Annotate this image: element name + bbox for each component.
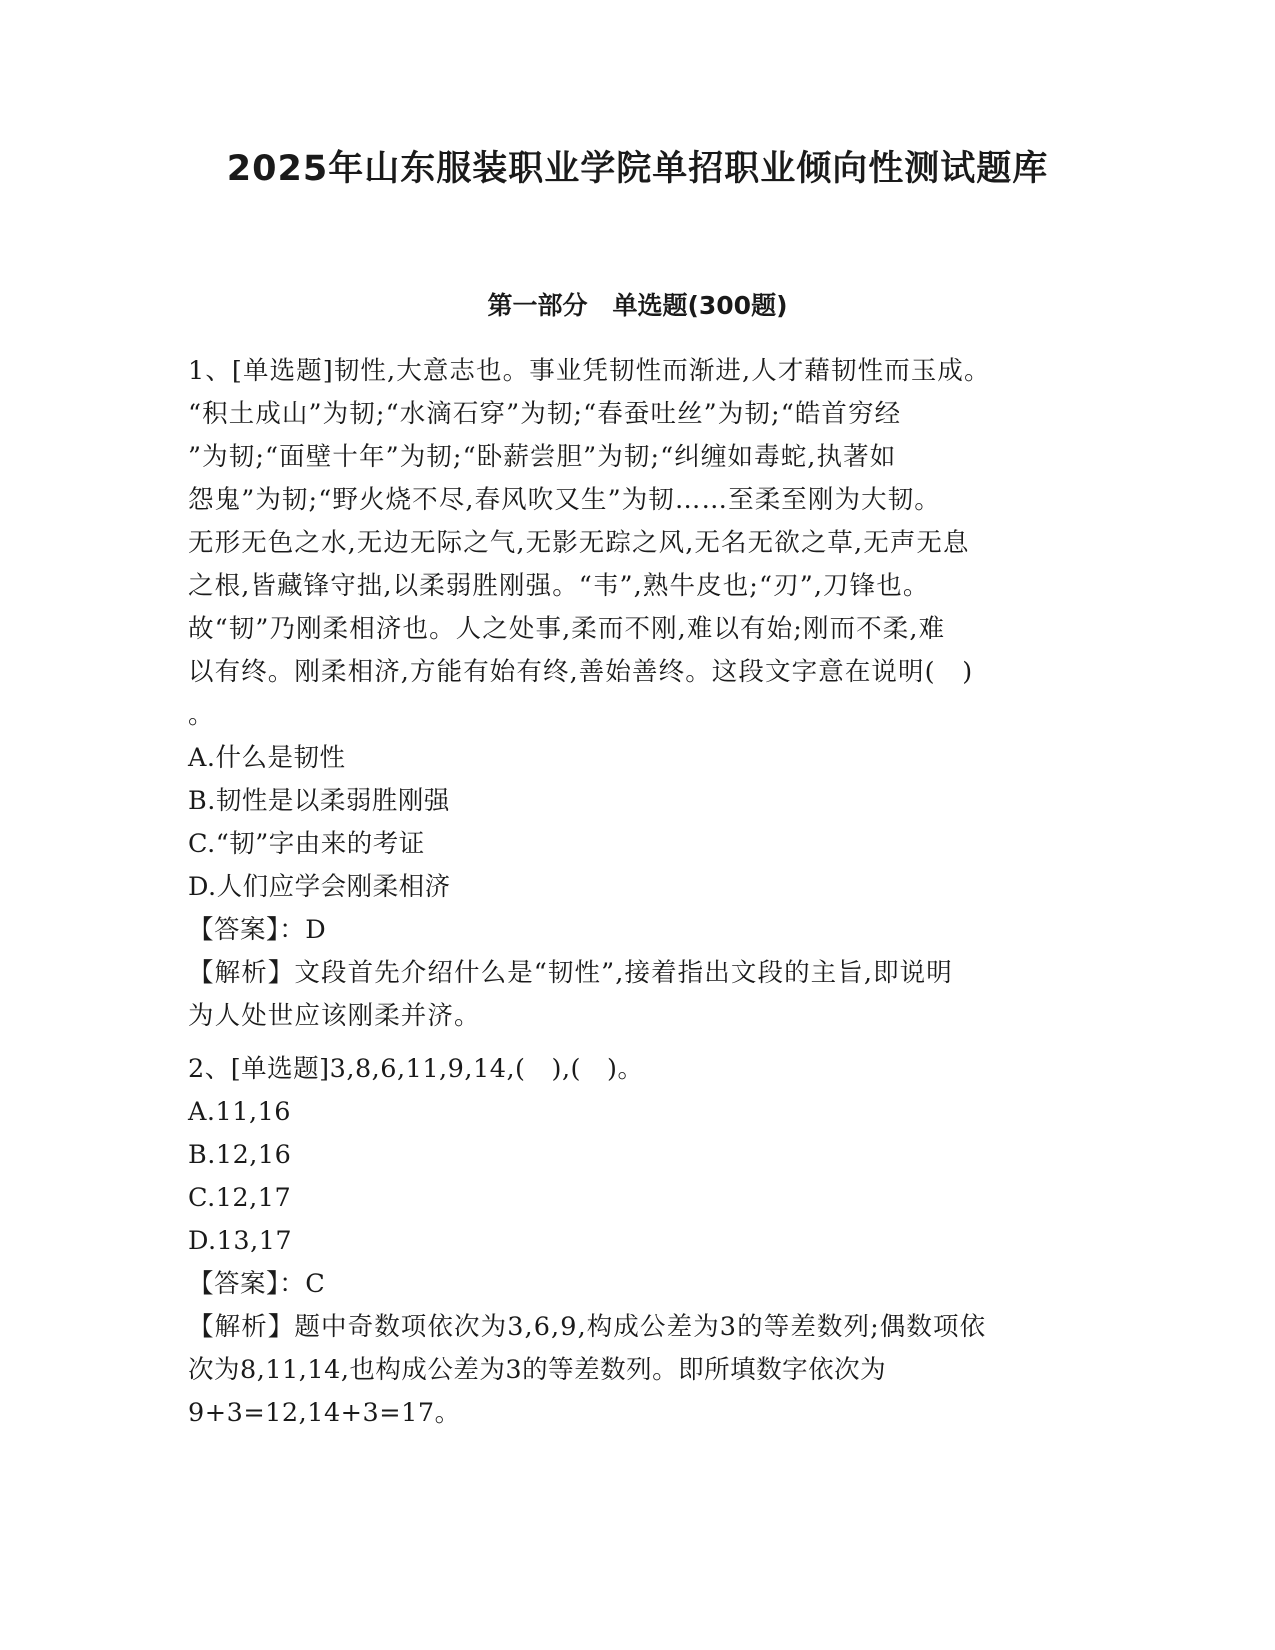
analysis-line: 9+3=12,14+3=17。 [188,1398,461,1428]
stem-line: ”为韧;“面壁十年”为韧;“卧薪尝胆”为韧;“纠缠如毒蛇,执著如 [188,442,897,472]
option-list [188,737,1088,909]
option-d: D.13,17 [188,1226,293,1256]
answer: 【答案】：D [188,915,327,945]
option-a: A.11,16 [188,1097,292,1127]
document-title: 2025年山东服装职业学院单招职业倾向性测试题库 [226,149,1049,189]
option-a: A.什么是韧性 [188,743,346,773]
question-1 [188,350,1088,1038]
option-d: D.人们应学会刚柔相济 [188,872,451,902]
analysis-line: 【解析】题中奇数项依次为3,6,9,构成公差为3的等差数列;偶数项依 [188,1312,987,1342]
question-stem [188,1048,1088,1091]
analysis-line: 为人处世应该刚柔并济。 [188,1001,481,1031]
analysis [188,952,1088,1038]
section-title: 第一部分 单选题(300题) [487,291,788,320]
option-list [188,1091,1088,1263]
option-c: C.“韧”字由来的考证 [188,829,425,859]
answer: 【答案】：C [188,1269,326,1299]
stem-line: 之根,皆藏锋守拙,以柔弱胜刚强。“韦”,熟牛皮也;“刃”,刀锋也。 [188,571,930,601]
analysis-line: 次为8,11,14,也构成公差为3的等差数列。即所填数字依次为 [188,1355,887,1385]
stem-line: 无形无色之水,无边无际之气,无影无踪之风,无名无欲之草,无声无息 [188,528,970,558]
analysis-line: 【解析】文段首先介绍什么是“韧性”,接着指出文段的主旨,即说明 [188,958,953,988]
stem-line: 。 [188,700,215,730]
stem-line: 1、[单选题]韧性,大意志也。事业凭韧性而渐进,人才藉韧性而玉成。 [188,356,991,386]
question-stem [188,350,1088,737]
question-list [188,350,1088,1435]
stem-line: 以有终。刚柔相济,方能有始有终,善始善终。这段文字意在说明( ) [188,657,974,687]
option-b: B.韧性是以柔弱胜刚强 [188,786,450,816]
option-c: C.12,17 [188,1183,292,1213]
stem-line: 故“韧”乃刚柔相济也。人之处事,柔而不刚,难以有始;刚而不柔,难 [188,614,946,644]
stem-line: 怨鬼”为韧;“野火烧不尽,春风吹又生”为韧……至柔至刚为大韧。 [188,485,941,515]
option-b: B.12,16 [188,1140,292,1170]
stem-line: 2、[单选题]3,8,6,11,9,14,( ),( )。 [188,1054,644,1084]
analysis [188,1306,1088,1435]
stem-line: “积土成山”为韧;“水滴石穿”为韧;“春蚕吐丝”为韧;“皓首穷经 [188,399,902,429]
question-2 [188,1048,1088,1435]
